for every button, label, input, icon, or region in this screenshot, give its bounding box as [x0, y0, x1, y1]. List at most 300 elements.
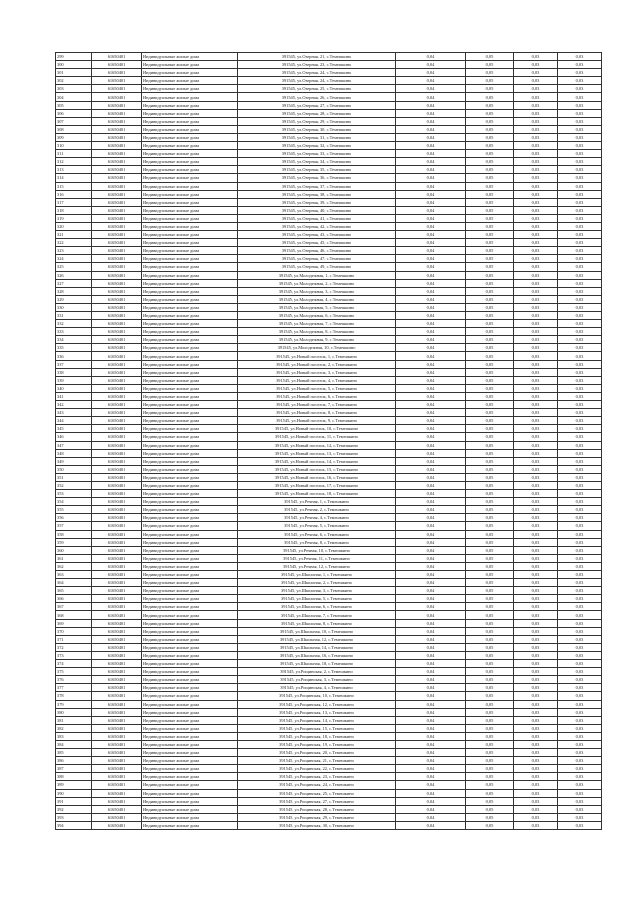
oktmo-code: 61650401 [92, 554, 142, 562]
building-type: Индивидуальные жилые дома [142, 611, 238, 619]
value-4: 0,03 [558, 708, 602, 716]
table-row [56, 53, 602, 61]
building-type: Индивидуальные жилые дома [142, 465, 238, 473]
row-number: 329 [56, 295, 92, 303]
row-number: 318 [56, 206, 92, 214]
value-3: 0,03 [514, 77, 558, 85]
value-4: 0,03 [558, 239, 602, 247]
row-number: 337 [56, 360, 92, 368]
address: 391545, ул.Школьная, 1, с.Темешкино [238, 571, 396, 579]
value-3: 0,03 [514, 433, 558, 441]
oktmo-code: 61650401 [92, 433, 142, 441]
address: 391545, ул.Озерная, 40, с.Темешкино [238, 206, 396, 214]
table-row [56, 263, 602, 271]
building-type: Индивидуальные жилые дома [142, 425, 238, 433]
value-3: 0,03 [514, 708, 558, 716]
value-3: 0,03 [514, 821, 558, 829]
oktmo-code: 61650401 [92, 320, 142, 328]
value-4: 0,03 [558, 522, 602, 530]
value-4: 0,03 [558, 724, 602, 732]
table-row [56, 231, 602, 239]
value-1: 0,04 [396, 514, 466, 522]
value-2: 0,05 [466, 692, 514, 700]
value-4: 0,03 [558, 749, 602, 757]
value-3: 0,03 [514, 627, 558, 635]
value-3: 0,03 [514, 360, 558, 368]
value-4: 0,03 [558, 303, 602, 311]
value-2: 0,05 [466, 797, 514, 805]
value-4: 0,03 [558, 409, 602, 417]
value-1: 0,04 [396, 255, 466, 263]
building-type: Индивидуальные жилые дома [142, 708, 238, 716]
building-type: Индивидуальные жилые дома [142, 190, 238, 198]
address: 391545, ул.Озерная, 46, с.Темешкино [238, 247, 396, 255]
value-2: 0,05 [466, 749, 514, 757]
value-4: 0,03 [558, 425, 602, 433]
value-1: 0,04 [396, 384, 466, 392]
oktmo-code: 61650401 [92, 392, 142, 400]
table-row [56, 425, 602, 433]
row-number: 390 [56, 789, 92, 797]
row-number: 362 [56, 562, 92, 570]
value-4: 0,03 [558, 611, 602, 619]
value-4: 0,03 [558, 247, 602, 255]
value-2: 0,05 [466, 457, 514, 465]
value-4: 0,03 [558, 109, 602, 117]
value-2: 0,05 [466, 312, 514, 320]
value-2: 0,05 [466, 182, 514, 190]
oktmo-code: 61650401 [92, 635, 142, 643]
value-1: 0,04 [396, 449, 466, 457]
address: 391545, ул.Новый поселок, 17, с.Темешкино [238, 481, 396, 489]
building-type: Индивидуальные жилые дома [142, 579, 238, 587]
table-row [56, 344, 602, 352]
value-4: 0,03 [558, 328, 602, 336]
row-number: 394 [56, 821, 92, 829]
table-row [56, 603, 602, 611]
value-3: 0,03 [514, 765, 558, 773]
value-4: 0,03 [558, 554, 602, 562]
value-1: 0,04 [396, 749, 466, 757]
value-2: 0,05 [466, 740, 514, 748]
table-row [56, 692, 602, 700]
oktmo-code: 61650401 [92, 781, 142, 789]
value-2: 0,05 [466, 142, 514, 150]
value-3: 0,03 [514, 174, 558, 182]
oktmo-code: 61650401 [92, 724, 142, 732]
oktmo-code: 61650401 [92, 765, 142, 773]
table-row [56, 805, 602, 813]
row-number: 352 [56, 481, 92, 489]
building-type: Индивидуальные жилые дома [142, 554, 238, 562]
address: 391545, ул.Озерная, 33, с.Темешкино [238, 150, 396, 158]
row-number: 388 [56, 773, 92, 781]
row-number: 346 [56, 433, 92, 441]
value-3: 0,03 [514, 595, 558, 603]
value-4: 0,03 [558, 53, 602, 61]
value-4: 0,03 [558, 684, 602, 692]
address: 391545, ул.Рощинская, 12, с.Темешкино [238, 700, 396, 708]
value-1: 0,04 [396, 417, 466, 425]
value-2: 0,05 [466, 668, 514, 676]
value-4: 0,03 [558, 692, 602, 700]
oktmo-code: 61650401 [92, 53, 142, 61]
value-3: 0,03 [514, 773, 558, 781]
address: 391545, ул.Речная, 12, с.Темешкино [238, 562, 396, 570]
value-2: 0,05 [466, 368, 514, 376]
value-4: 0,03 [558, 279, 602, 287]
document-page [55, 52, 601, 830]
row-number: 325 [56, 263, 92, 271]
table-row [56, 740, 602, 748]
address: 391545, ул.Озерная, 37, с.Темешкино [238, 182, 396, 190]
row-number: 313 [56, 166, 92, 174]
value-1: 0,04 [396, 595, 466, 603]
value-2: 0,05 [466, 603, 514, 611]
value-4: 0,03 [558, 392, 602, 400]
value-2: 0,05 [466, 708, 514, 716]
oktmo-code: 61650401 [92, 198, 142, 206]
value-3: 0,03 [514, 231, 558, 239]
building-type: Индивидуальные жилые дома [142, 69, 238, 77]
oktmo-code: 61650401 [92, 312, 142, 320]
value-3: 0,03 [514, 344, 558, 352]
oktmo-code: 61650401 [92, 158, 142, 166]
value-1: 0,04 [396, 651, 466, 659]
value-4: 0,03 [558, 700, 602, 708]
table-row [56, 530, 602, 538]
row-number: 316 [56, 190, 92, 198]
value-4: 0,03 [558, 538, 602, 546]
value-1: 0,04 [396, 263, 466, 271]
building-type: Индивидуальные жилые дома [142, 732, 238, 740]
address: 391545, ул.Новый поселок, 2, с.Темешкино [238, 360, 396, 368]
address: 391545, ул.Рощинская, 28, с.Темешкино [238, 805, 396, 813]
value-2: 0,05 [466, 222, 514, 230]
value-2: 0,05 [466, 360, 514, 368]
value-2: 0,05 [466, 166, 514, 174]
building-type: Индивидуальные жилые дома [142, 125, 238, 133]
value-1: 0,04 [396, 69, 466, 77]
value-2: 0,05 [466, 117, 514, 125]
row-number: 361 [56, 554, 92, 562]
address: 391545, ул.Рощинская, 13, с.Темешкино [238, 708, 396, 716]
building-type: Индивидуальные жилые дома [142, 571, 238, 579]
value-3: 0,03 [514, 425, 558, 433]
row-number: 392 [56, 805, 92, 813]
value-4: 0,03 [558, 579, 602, 587]
row-number: 340 [56, 384, 92, 392]
value-4: 0,03 [558, 757, 602, 765]
row-number: 328 [56, 287, 92, 295]
row-number: 369 [56, 619, 92, 627]
value-2: 0,05 [466, 231, 514, 239]
table-row [56, 538, 602, 546]
row-number: 303 [56, 85, 92, 93]
row-number: 380 [56, 708, 92, 716]
value-4: 0,03 [558, 595, 602, 603]
oktmo-code: 61650401 [92, 514, 142, 522]
row-number: 376 [56, 676, 92, 684]
address: 391545, ул.Рощинская, 27, с.Темешкино [238, 797, 396, 805]
value-1: 0,04 [396, 352, 466, 360]
table-row [56, 117, 602, 125]
address: 391545, ул.Рощинская, 24, с.Темешкино [238, 781, 396, 789]
building-type: Индивидуальные жилые дома [142, 498, 238, 506]
value-4: 0,03 [558, 182, 602, 190]
value-1: 0,04 [396, 93, 466, 101]
value-4: 0,03 [558, 125, 602, 133]
address: 391545, ул.Речная, 11, с.Темешкино [238, 554, 396, 562]
value-1: 0,04 [396, 522, 466, 530]
value-3: 0,03 [514, 571, 558, 579]
table-row [56, 222, 602, 230]
value-4: 0,03 [558, 781, 602, 789]
value-3: 0,03 [514, 611, 558, 619]
building-type: Индивидуальные жилые дома [142, 214, 238, 222]
table-row [56, 61, 602, 69]
table-row [56, 781, 602, 789]
building-type: Индивидуальные жилые дома [142, 765, 238, 773]
value-4: 0,03 [558, 255, 602, 263]
value-3: 0,03 [514, 732, 558, 740]
value-3: 0,03 [514, 352, 558, 360]
value-4: 0,03 [558, 813, 602, 821]
row-number: 324 [56, 255, 92, 263]
value-2: 0,05 [466, 498, 514, 506]
building-type: Индивидуальные жилые дома [142, 133, 238, 141]
row-number: 332 [56, 320, 92, 328]
oktmo-code: 61650401 [92, 473, 142, 481]
oktmo-code: 61650401 [92, 603, 142, 611]
value-2: 0,05 [466, 271, 514, 279]
value-3: 0,03 [514, 749, 558, 757]
oktmo-code: 61650401 [92, 255, 142, 263]
address: 391545, ул.Озерная, 25, с.Темешкино [238, 85, 396, 93]
row-number: 334 [56, 336, 92, 344]
value-1: 0,04 [396, 660, 466, 668]
row-number: 393 [56, 813, 92, 821]
value-1: 0,04 [396, 579, 466, 587]
value-3: 0,03 [514, 490, 558, 498]
oktmo-code: 61650401 [92, 125, 142, 133]
table-row [56, 101, 602, 109]
oktmo-code: 61650401 [92, 660, 142, 668]
building-type: Индивидуальные жилые дома [142, 150, 238, 158]
oktmo-code: 61650401 [92, 93, 142, 101]
value-2: 0,05 [466, 490, 514, 498]
address: 391545, ул.Озерная, 39, с.Темешкино [238, 198, 396, 206]
value-2: 0,05 [466, 773, 514, 781]
value-2: 0,05 [466, 716, 514, 724]
value-1: 0,04 [396, 571, 466, 579]
address: 391545, ул.Школьная, 10, с.Темешкино [238, 627, 396, 635]
value-3: 0,03 [514, 554, 558, 562]
value-1: 0,04 [396, 279, 466, 287]
value-4: 0,03 [558, 740, 602, 748]
row-number: 353 [56, 490, 92, 498]
table-row [56, 660, 602, 668]
table-row [56, 295, 602, 303]
building-type: Индивидуальные жилые дома [142, 506, 238, 514]
address: 391545, ул.Молодежная, 4, с.Темешкино [238, 295, 396, 303]
oktmo-code: 61650401 [92, 85, 142, 93]
value-2: 0,05 [466, 506, 514, 514]
row-number: 368 [56, 611, 92, 619]
oktmo-code: 61650401 [92, 562, 142, 570]
value-3: 0,03 [514, 336, 558, 344]
building-type: Индивидуальные жилые дома [142, 401, 238, 409]
value-4: 0,03 [558, 530, 602, 538]
table-row [56, 409, 602, 417]
value-2: 0,05 [466, 562, 514, 570]
value-1: 0,04 [396, 732, 466, 740]
value-3: 0,03 [514, 651, 558, 659]
address: 391545, ул.Новый поселок, 11, с.Темешкино [238, 433, 396, 441]
oktmo-code: 61650401 [92, 150, 142, 158]
oktmo-code: 61650401 [92, 797, 142, 805]
value-3: 0,03 [514, 287, 558, 295]
building-type: Индивидуальные жилые дома [142, 595, 238, 603]
value-4: 0,03 [558, 336, 602, 344]
table-row [56, 514, 602, 522]
table-row [56, 384, 602, 392]
value-1: 0,04 [396, 603, 466, 611]
table-row [56, 77, 602, 85]
row-number: 391 [56, 797, 92, 805]
building-type: Индивидуальные жилые дома [142, 198, 238, 206]
building-type: Индивидуальные жилые дома [142, 773, 238, 781]
value-4: 0,03 [558, 587, 602, 595]
data-table [55, 52, 602, 830]
value-1: 0,04 [396, 392, 466, 400]
address: 391545, ул.Новый поселок, 8, с.Темешкино [238, 409, 396, 417]
address: 391545, ул.Озерная, 41, с.Темешкино [238, 214, 396, 222]
row-number: 306 [56, 109, 92, 117]
building-type: Индивидуальные жилые дома [142, 546, 238, 554]
value-4: 0,03 [558, 158, 602, 166]
row-number: 300 [56, 61, 92, 69]
value-4: 0,03 [558, 61, 602, 69]
value-4: 0,03 [558, 150, 602, 158]
oktmo-code: 61650401 [92, 279, 142, 287]
oktmo-code: 61650401 [92, 142, 142, 150]
value-4: 0,03 [558, 401, 602, 409]
value-1: 0,04 [396, 53, 466, 61]
address: 391545, ул.Новый поселок, 7, с.Темешкино [238, 401, 396, 409]
value-4: 0,03 [558, 133, 602, 141]
row-number: 307 [56, 117, 92, 125]
address: 391545, ул.Речная, 2, с.Темешкино [238, 506, 396, 514]
value-1: 0,04 [396, 320, 466, 328]
building-type: Индивидуальные жилые дома [142, 376, 238, 384]
value-2: 0,05 [466, 660, 514, 668]
address: 391545, ул.Школьная, 18, с.Темешкино [238, 660, 396, 668]
table-row [56, 457, 602, 465]
value-4: 0,03 [558, 449, 602, 457]
row-number: 310 [56, 142, 92, 150]
value-3: 0,03 [514, 117, 558, 125]
address: 391545, ул.Молодежная, 8, с.Темешкино [238, 328, 396, 336]
value-4: 0,03 [558, 797, 602, 805]
table-row [56, 247, 602, 255]
oktmo-code: 61650401 [92, 231, 142, 239]
oktmo-code: 61650401 [92, 190, 142, 198]
building-type: Индивидуальные жилые дома [142, 724, 238, 732]
oktmo-code: 61650401 [92, 368, 142, 376]
table-row [56, 821, 602, 829]
building-type: Индивидуальные жилые дома [142, 805, 238, 813]
table-row [56, 85, 602, 93]
oktmo-code: 61650401 [92, 757, 142, 765]
table-row [56, 587, 602, 595]
value-1: 0,04 [396, 425, 466, 433]
oktmo-code: 61650401 [92, 708, 142, 716]
value-2: 0,05 [466, 101, 514, 109]
value-1: 0,04 [396, 676, 466, 684]
table-row [56, 142, 602, 150]
row-number: 319 [56, 214, 92, 222]
value-1: 0,04 [396, 821, 466, 829]
row-number: 351 [56, 473, 92, 481]
value-3: 0,03 [514, 150, 558, 158]
building-type: Индивидуальные жилые дома [142, 716, 238, 724]
value-1: 0,04 [396, 481, 466, 489]
oktmo-code: 61650401 [92, 530, 142, 538]
table-row [56, 611, 602, 619]
address: 391545, ул.Озерная, 49, с.Темешкино [238, 263, 396, 271]
value-4: 0,03 [558, 384, 602, 392]
value-1: 0,04 [396, 562, 466, 570]
address: 391545, ул.Школьная, 3, с.Темешкино [238, 587, 396, 595]
table-row [56, 312, 602, 320]
value-3: 0,03 [514, 668, 558, 676]
value-1: 0,04 [396, 813, 466, 821]
building-type: Индивидуальные жилые дома [142, 336, 238, 344]
building-type: Индивидуальные жилые дома [142, 77, 238, 85]
address: 391545, ул.Рощинская, 25, с.Темешкино [238, 789, 396, 797]
value-4: 0,03 [558, 773, 602, 781]
oktmo-code: 61650401 [92, 676, 142, 684]
value-1: 0,04 [396, 214, 466, 222]
address: 391545, ул.Молодежная, 1, с.Темешкино [238, 271, 396, 279]
value-3: 0,03 [514, 125, 558, 133]
value-1: 0,04 [396, 490, 466, 498]
value-3: 0,03 [514, 69, 558, 77]
row-number: 304 [56, 93, 92, 101]
row-number: 355 [56, 506, 92, 514]
oktmo-code: 61650401 [92, 287, 142, 295]
address: 391545, ул.Озерная, 45, с.Темешкино [238, 239, 396, 247]
value-3: 0,03 [514, 449, 558, 457]
building-type: Индивидуальные жилые дома [142, 627, 238, 635]
value-3: 0,03 [514, 465, 558, 473]
value-2: 0,05 [466, 320, 514, 328]
building-type: Индивидуальные жилые дома [142, 490, 238, 498]
address: 391545, ул.Озерная, 36, с.Темешкино [238, 174, 396, 182]
value-4: 0,03 [558, 376, 602, 384]
value-4: 0,03 [558, 457, 602, 465]
building-type: Индивидуальные жилые дома [142, 166, 238, 174]
value-2: 0,05 [466, 336, 514, 344]
oktmo-code: 61650401 [92, 425, 142, 433]
building-type: Индивидуальные жилые дома [142, 117, 238, 125]
value-3: 0,03 [514, 255, 558, 263]
value-2: 0,05 [466, 724, 514, 732]
value-1: 0,04 [396, 773, 466, 781]
value-1: 0,04 [396, 360, 466, 368]
row-number: 302 [56, 77, 92, 85]
